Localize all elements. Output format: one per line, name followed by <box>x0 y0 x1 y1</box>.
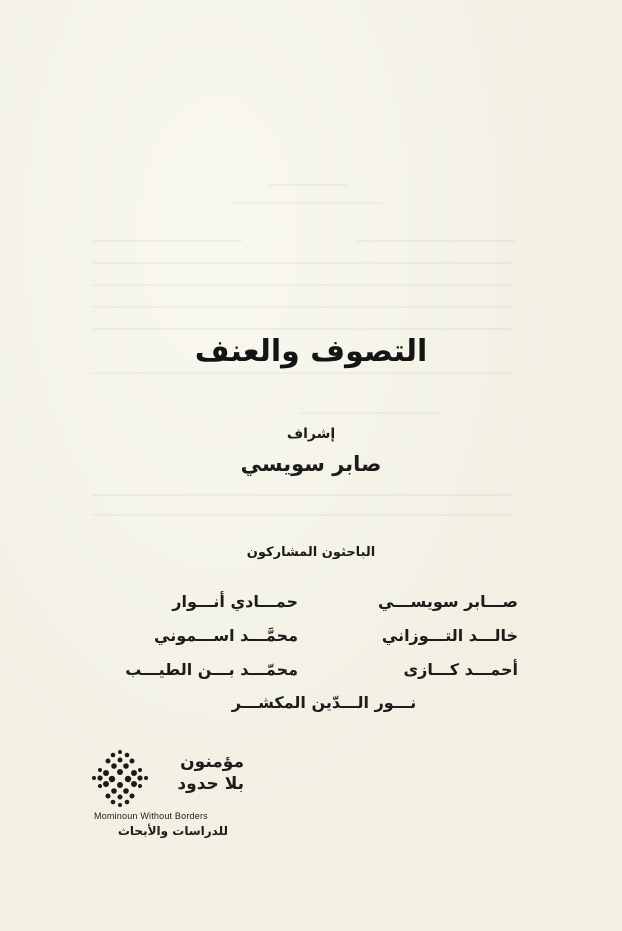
publisher-name-ar-line2: بلا حدود <box>177 774 244 794</box>
researcher-name: صـــابر سويســـي <box>377 592 518 611</box>
researcher-name: نـــور الـــدّين المكشـــر <box>231 693 417 712</box>
participants-label: الباحثون المشاركون <box>246 545 376 560</box>
bleed-through-line <box>268 184 348 186</box>
researcher-name: محمّـــد بـــن الطيـــب <box>125 660 298 679</box>
researcher-name: أحمـــد كـــازى <box>403 660 518 679</box>
publisher-name-ar: مؤمنون <box>180 752 244 772</box>
bleed-through-line <box>92 328 512 330</box>
bleed-through-line <box>92 514 512 516</box>
bleed-through-line <box>92 372 512 374</box>
bleed-through-line <box>92 262 512 264</box>
supervision-label: إشراف <box>286 426 336 442</box>
bleed-through-line <box>92 306 512 308</box>
researcher-name: حمـــادي أنـــوار <box>172 592 298 611</box>
bleed-through-line <box>300 412 440 414</box>
bleed-through-line <box>232 202 382 204</box>
bleed-through-line <box>356 240 516 242</box>
dotted-circle-logo-icon <box>88 746 152 810</box>
publisher-name-en: Mominoun Without Borders <box>94 811 208 821</box>
supervisor-name: صابر سويسي <box>240 452 382 476</box>
bleed-through-line <box>92 284 512 286</box>
researcher-name: محمَّـــد اســـموني <box>154 626 298 645</box>
book-title: التصوف والعنف <box>194 334 428 369</box>
publisher-tagline-ar: للدراسات والأبحاث <box>117 824 228 838</box>
publisher-logo <box>88 746 268 846</box>
bleed-through-line <box>92 240 242 242</box>
researcher-name: خالـــد التـــوزاني <box>381 626 518 645</box>
bleed-through-line <box>92 494 512 496</box>
